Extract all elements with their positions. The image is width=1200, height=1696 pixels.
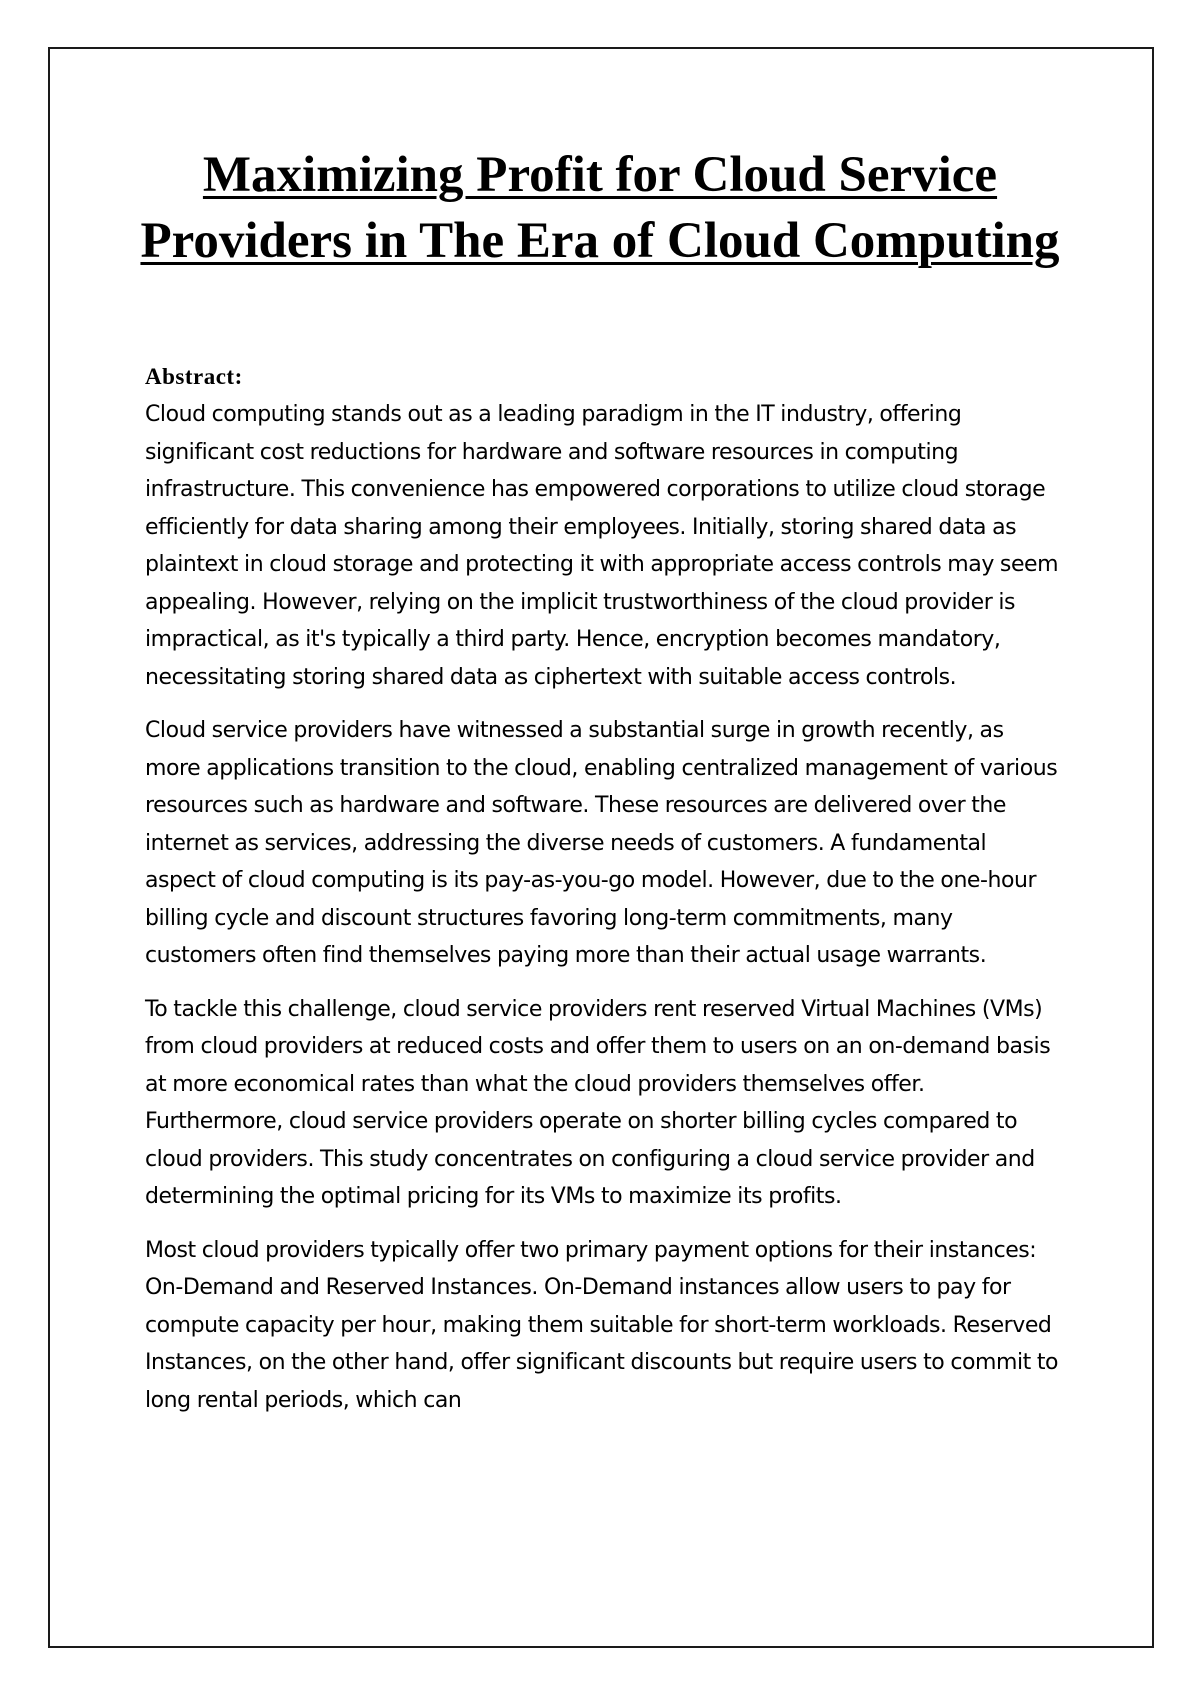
document-body (145, 363, 1060, 1435)
abstract-paragraph: Cloud computing stands out as a leading paradigm in the IT industry, offering significant cost reductions for hardware and software resources in computing infrastructure. This convenience has empowered corporations to utilize cloud storage efficiently for data sharing among their employees. Initially, storing shared data as plaintext in cloud storage and protecting it with appropriate access controls may seem appealing. However, relying on the implicit trustworthiness of the cloud provider is impractical, as it's typically a third party. Hence, encryption becomes mandatory, necessitating storing shared data as ciphertext with suitable access controls. (145, 402, 1059, 690)
body-paragraph: Most cloud providers typically offer two primary payment options for their instances: On-Demand and Reserved Instances. On-Demand instances allow users to pay for compute capacity per hour, making them suitable for short-term workloads. Reserved Instances, on the other hand, offer significant discounts but require users to commit to long rental periods, which can (145, 1237, 1059, 1413)
body-paragraph: Cloud service providers have witnessed a substantial surge in growth recently, as more applications transition to the cloud, enabling centralized management of various resources such as hardware and software. These resources are delivered over the internet as services, addressing the diverse needs of customers. A fundamental aspect of cloud computing is its pay-as-you-go model. However, due to the one-hour billing cycle and discount structures favoring long-term commitments, many customers often find themselves paying more than their actual usage warrants. (145, 718, 1058, 968)
document-title: Maximizing Profit for Cloud Service Providers in The Era of Cloud Computing (140, 147, 1060, 269)
abstract-label: Abstract: (145, 364, 243, 389)
body-paragraph: To tackle this challenge, cloud service providers rent reserved Virtual Machines (VMs) from cloud providers at reduced costs and offer them to users on an on-demand basis at more economical rates than what the cloud providers themselves offer. Furthermore, cloud service providers operate on shorter billing cycles compared to cloud providers. This study concentrates on configuring a cloud service provider and determining the optimal pricing for its VMs to maximize its profits. (145, 996, 1051, 1209)
